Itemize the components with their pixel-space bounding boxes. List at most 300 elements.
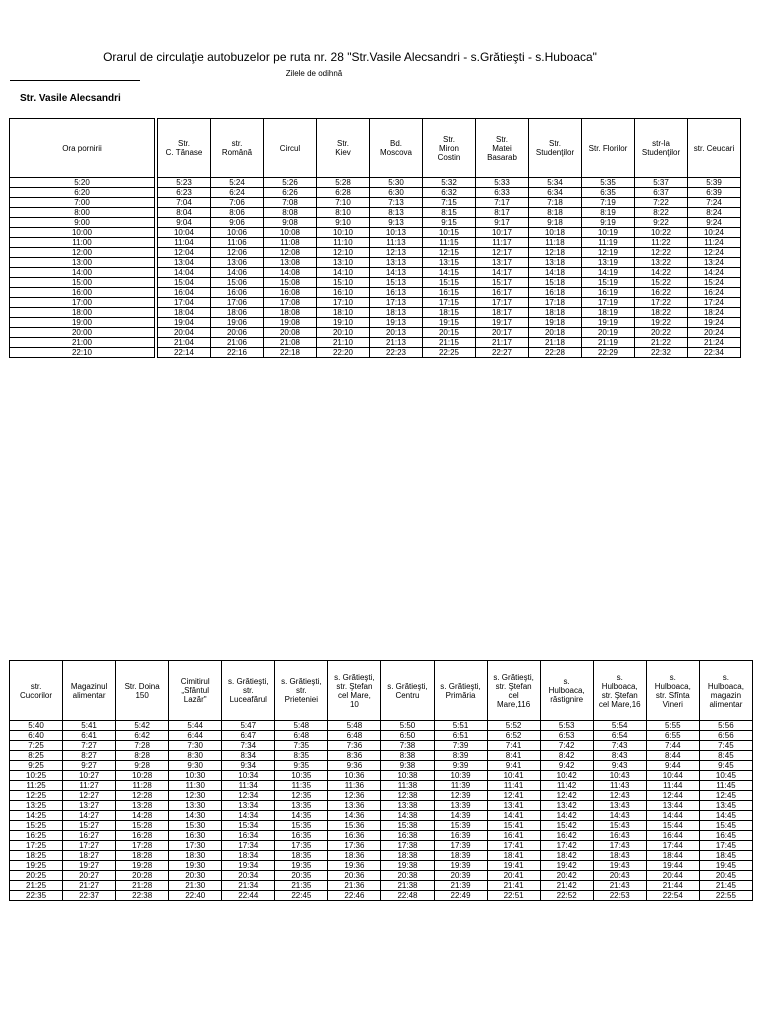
time-cell: 8:42 [540, 751, 593, 761]
table-row [10, 318, 155, 328]
origin-time-cell: 9:00 [10, 218, 155, 228]
stop-header: s. Hulboaca, str. Sfînta Vineri [646, 661, 699, 721]
time-cell: 9:13 [370, 218, 423, 228]
time-cell: 6:48 [328, 731, 381, 741]
time-cell: 6:35 [582, 188, 635, 198]
time-cell: 7:30 [169, 741, 222, 751]
time-cell: 22:32 [635, 348, 688, 358]
time-cell: 8:17 [476, 208, 529, 218]
time-cell: 8:35 [275, 751, 328, 761]
time-cell: 14:30 [169, 811, 222, 821]
time-cell: 5:24 [211, 178, 264, 188]
time-cell: 11:44 [646, 781, 699, 791]
table-row [10, 278, 155, 288]
time-cell: 11:22 [635, 238, 688, 248]
time-cell: 10:22 [635, 228, 688, 238]
time-cell: 18:42 [540, 851, 593, 861]
stop-header: s. Grătieşti, str. Ştefan cel Mare, 10 [328, 661, 381, 721]
time-cell: 10:28 [116, 771, 169, 781]
time-cell: 15:15 [423, 278, 476, 288]
time-cell: 15:35 [275, 821, 328, 831]
time-cell: 22:23 [370, 348, 423, 358]
time-cell: 8:24 [688, 208, 741, 218]
stop-header: Circul [264, 119, 317, 178]
time-cell: 21:39 [434, 881, 487, 891]
time-cell: 15:17 [476, 278, 529, 288]
time-cell: 7:39 [434, 741, 487, 751]
time-cell: 22:44 [222, 891, 275, 901]
time-cell: 13:24 [688, 258, 741, 268]
origin-time-cell: 12:00 [10, 248, 155, 258]
time-cell: 20:13 [370, 328, 423, 338]
time-cell: 13:19 [582, 258, 635, 268]
time-cell: 20:25 [10, 871, 63, 881]
time-cell: 19:06 [211, 318, 264, 328]
time-cell: 9:41 [487, 761, 540, 771]
table-row [158, 318, 741, 328]
table-row [10, 851, 753, 861]
time-cell: 16:06 [211, 288, 264, 298]
time-cell: 17:44 [646, 841, 699, 851]
time-cell: 19:28 [116, 861, 169, 871]
time-cell: 5:37 [635, 178, 688, 188]
time-cell: 14:25 [10, 811, 63, 821]
time-cell: 10:19 [582, 228, 635, 238]
stop-header: Bd. Moscova [370, 119, 423, 178]
time-cell: 7:19 [582, 198, 635, 208]
time-cell: 6:41 [63, 731, 116, 741]
time-cell: 16:41 [487, 831, 540, 841]
origin-time-cell: 7:00 [10, 198, 155, 208]
time-cell: 20:19 [582, 328, 635, 338]
time-cell: 20:43 [593, 871, 646, 881]
time-cell: 10:15 [423, 228, 476, 238]
time-cell: 13:30 [169, 801, 222, 811]
time-cell: 7:17 [476, 198, 529, 208]
table-row [10, 188, 155, 198]
time-cell: 7:27 [63, 741, 116, 751]
time-cell: 16:27 [63, 831, 116, 841]
time-cell: 8:22 [635, 208, 688, 218]
time-cell: 13:38 [381, 801, 434, 811]
table-row [10, 791, 753, 801]
time-cell: 16:35 [275, 831, 328, 841]
time-cell: 8:18 [529, 208, 582, 218]
origin-header: Ora pornirii [10, 119, 155, 178]
stop-header: s. Hulboaca, răstignire [540, 661, 593, 721]
time-cell: 5:48 [275, 721, 328, 731]
table-row [158, 218, 741, 228]
time-cell: 7:22 [635, 198, 688, 208]
time-cell: 13:44 [646, 801, 699, 811]
time-cell: 17:15 [423, 298, 476, 308]
time-cell: 18:27 [63, 851, 116, 861]
time-cell: 9:18 [529, 218, 582, 228]
table-row [158, 228, 741, 238]
time-cell: 15:27 [63, 821, 116, 831]
time-cell: 16:17 [476, 288, 529, 298]
table-row [10, 831, 753, 841]
origin-time-cell: 13:00 [10, 258, 155, 268]
origin-time-cell: 11:00 [10, 238, 155, 248]
time-cell: 12:13 [370, 248, 423, 258]
time-cell: 18:08 [264, 308, 317, 318]
time-cell: 8:15 [423, 208, 476, 218]
time-cell: 15:25 [10, 821, 63, 831]
time-cell: 14:36 [328, 811, 381, 821]
stop-header: s. Grătieşti, str. Ştefan cel Mare,116 [487, 661, 540, 721]
time-cell: 21:08 [264, 338, 317, 348]
time-cell: 8:44 [646, 751, 699, 761]
time-cell: 14:28 [116, 811, 169, 821]
time-cell: 8:36 [328, 751, 381, 761]
time-cell: 17:17 [476, 298, 529, 308]
table-row [158, 298, 741, 308]
time-cell: 22:37 [63, 891, 116, 901]
time-cell: 10:18 [529, 228, 582, 238]
time-cell: 18:36 [328, 851, 381, 861]
time-cell: 15:44 [646, 821, 699, 831]
time-cell: 20:06 [211, 328, 264, 338]
time-cell: 12:24 [688, 248, 741, 258]
time-cell: 21:27 [63, 881, 116, 891]
time-cell: 5:26 [264, 178, 317, 188]
table-row [10, 741, 753, 751]
origin-time-cell: 18:00 [10, 308, 155, 318]
time-cell: 22:49 [434, 891, 487, 901]
table-row [10, 881, 753, 891]
time-cell: 19:13 [370, 318, 423, 328]
time-cell: 16:43 [593, 831, 646, 841]
time-cell: 12:18 [529, 248, 582, 258]
origin-time-cell: 14:00 [10, 268, 155, 278]
time-cell: 22:55 [699, 891, 752, 901]
table-row [10, 771, 753, 781]
stop-header: s. Grătieşti, Primăria [434, 661, 487, 721]
time-cell: 9:30 [169, 761, 222, 771]
time-cell: 15:38 [381, 821, 434, 831]
time-cell: 18:43 [593, 851, 646, 861]
time-cell: 6:53 [540, 731, 593, 741]
time-cell: 17:30 [169, 841, 222, 851]
time-cell: 16:19 [582, 288, 635, 298]
table-row [10, 811, 753, 821]
document-title: Orarul de circulaţie autobuzelor pe ruta nr. 28 "Str.Vasile Alecsandri - s.Grătieşti - s.Huboaca" [103, 50, 597, 64]
time-cell: 5:44 [169, 721, 222, 731]
time-cell: 8:28 [116, 751, 169, 761]
schedule-table-part-2 [9, 660, 753, 901]
time-cell: 21:13 [370, 338, 423, 348]
time-cell: 8:04 [158, 208, 211, 218]
time-cell: 19:44 [646, 861, 699, 871]
time-cell: 14:19 [582, 268, 635, 278]
time-cell: 11:25 [10, 781, 63, 791]
time-cell: 20:08 [264, 328, 317, 338]
document-subtitle: Zilele de odihnă [285, 69, 343, 78]
time-cell: 13:04 [158, 258, 211, 268]
time-cell: 16:25 [10, 831, 63, 841]
time-cell: 9:44 [646, 761, 699, 771]
origin-time-cell: 20:00 [10, 328, 155, 338]
table-row [158, 288, 741, 298]
time-cell: 20:36 [328, 871, 381, 881]
table-row [158, 268, 741, 278]
time-cell: 12:19 [582, 248, 635, 258]
stop-header: str. Cucorilor [10, 661, 63, 721]
time-cell: 11:43 [593, 781, 646, 791]
time-cell: 12:25 [10, 791, 63, 801]
time-cell: 17:35 [275, 841, 328, 851]
table-row [158, 178, 741, 188]
time-cell: 11:08 [264, 238, 317, 248]
time-cell: 14:22 [635, 268, 688, 278]
time-cell: 19:15 [423, 318, 476, 328]
time-cell: 18:24 [688, 308, 741, 318]
time-cell: 21:25 [10, 881, 63, 891]
time-cell: 22:27 [476, 348, 529, 358]
time-cell: 18:30 [169, 851, 222, 861]
time-cell: 9:42 [540, 761, 593, 771]
time-cell: 11:28 [116, 781, 169, 791]
time-cell: 22:34 [688, 348, 741, 358]
time-cell: 8:45 [699, 751, 752, 761]
table-row [158, 278, 741, 288]
time-cell: 6:24 [211, 188, 264, 198]
time-cell: 11:41 [487, 781, 540, 791]
time-cell: 12:10 [317, 248, 370, 258]
time-cell: 16:24 [688, 288, 741, 298]
time-cell: 19:08 [264, 318, 317, 328]
time-cell: 13:13 [370, 258, 423, 268]
table-row [158, 338, 741, 348]
time-cell: 20:18 [529, 328, 582, 338]
time-cell: 18:10 [317, 308, 370, 318]
time-cell: 22:20 [317, 348, 370, 358]
time-cell: 20:10 [317, 328, 370, 338]
time-cell: 5:47 [222, 721, 275, 731]
time-cell: 15:18 [529, 278, 582, 288]
time-cell: 11:18 [529, 238, 582, 248]
time-cell: 5:53 [540, 721, 593, 731]
table-row [158, 188, 741, 198]
time-cell: 8:27 [63, 751, 116, 761]
time-cell: 15:43 [593, 821, 646, 831]
time-cell: 22:40 [169, 891, 222, 901]
time-cell: 6:55 [646, 731, 699, 741]
time-cell: 5:40 [10, 721, 63, 731]
time-cell: 10:25 [10, 771, 63, 781]
time-cell: 13:06 [211, 258, 264, 268]
time-cell: 8:38 [381, 751, 434, 761]
time-cell: 12:28 [116, 791, 169, 801]
time-cell: 15:30 [169, 821, 222, 831]
time-cell: 6:48 [275, 731, 328, 741]
table-row [158, 308, 741, 318]
stop-header: str-la Studenţilor [635, 119, 688, 178]
time-cell: 21:19 [582, 338, 635, 348]
time-cell: 21:22 [635, 338, 688, 348]
time-cell: 19:38 [381, 861, 434, 871]
time-cell: 16:22 [635, 288, 688, 298]
stop-header: Str. Studenţilor [529, 119, 582, 178]
time-cell: 16:39 [434, 831, 487, 841]
time-cell: 16:30 [169, 831, 222, 841]
time-cell: 7:15 [423, 198, 476, 208]
time-cell: 9:38 [381, 761, 434, 771]
time-cell: 13:17 [476, 258, 529, 268]
time-cell: 12:39 [434, 791, 487, 801]
time-cell: 9:43 [593, 761, 646, 771]
time-cell: 18:22 [635, 308, 688, 318]
time-cell: 7:34 [222, 741, 275, 751]
time-cell: 13:22 [635, 258, 688, 268]
time-cell: 19:42 [540, 861, 593, 871]
time-cell: 13:28 [116, 801, 169, 811]
time-cell: 14:27 [63, 811, 116, 821]
time-cell: 8:06 [211, 208, 264, 218]
time-cell: 15:41 [487, 821, 540, 831]
stop-header: str. Ceucari [688, 119, 741, 178]
time-cell: 21:10 [317, 338, 370, 348]
time-cell: 12:17 [476, 248, 529, 258]
time-cell: 11:42 [540, 781, 593, 791]
time-cell: 5:39 [688, 178, 741, 188]
time-cell: 8:43 [593, 751, 646, 761]
time-cell: 6:42 [116, 731, 169, 741]
time-cell: 19:39 [434, 861, 487, 871]
time-cell: 22:46 [328, 891, 381, 901]
time-cell: 17:18 [529, 298, 582, 308]
time-cell: 8:25 [10, 751, 63, 761]
time-cell: 10:39 [434, 771, 487, 781]
time-cell: 7:04 [158, 198, 211, 208]
time-cell: 15:19 [582, 278, 635, 288]
time-cell: 9:27 [63, 761, 116, 771]
time-cell: 10:44 [646, 771, 699, 781]
table-row [158, 258, 741, 268]
time-cell: 12:30 [169, 791, 222, 801]
time-cell: 14:44 [646, 811, 699, 821]
time-cell: 6:56 [699, 731, 752, 741]
time-cell: 17:38 [381, 841, 434, 851]
time-cell: 15:08 [264, 278, 317, 288]
time-cell: 19:27 [63, 861, 116, 871]
time-cell: 8:08 [264, 208, 317, 218]
time-cell: 12:08 [264, 248, 317, 258]
time-cell: 19:25 [10, 861, 63, 871]
time-cell: 9:28 [116, 761, 169, 771]
time-cell: 17:24 [688, 298, 741, 308]
time-cell: 6:39 [688, 188, 741, 198]
time-cell: 16:13 [370, 288, 423, 298]
time-cell: 11:24 [688, 238, 741, 248]
time-cell: 20:22 [635, 328, 688, 338]
time-cell: 13:36 [328, 801, 381, 811]
table-row [10, 258, 155, 268]
time-cell: 6:30 [370, 188, 423, 198]
time-cell: 12:41 [487, 791, 540, 801]
time-cell: 18:45 [699, 851, 752, 861]
stop-header: Str. Florilor [582, 119, 635, 178]
time-cell: 17:27 [63, 841, 116, 851]
time-cell: 6:32 [423, 188, 476, 198]
table-row [10, 821, 753, 831]
origin-time-cell: 8:00 [10, 208, 155, 218]
time-cell: 11:45 [699, 781, 752, 791]
time-cell: 9:06 [211, 218, 264, 228]
time-cell: 13:43 [593, 801, 646, 811]
time-cell: 16:44 [646, 831, 699, 841]
time-cell: 6:44 [169, 731, 222, 741]
stop-header: s. Grătieşti, str. Prieteniei [275, 661, 328, 721]
time-cell: 14:41 [487, 811, 540, 821]
time-cell: 18:19 [582, 308, 635, 318]
time-cell: 21:45 [699, 881, 752, 891]
time-cell: 17:42 [540, 841, 593, 851]
time-cell: 21:34 [222, 881, 275, 891]
time-cell: 5:33 [476, 178, 529, 188]
table-row [10, 268, 155, 278]
time-cell: 19:30 [169, 861, 222, 871]
time-cell: 11:10 [317, 238, 370, 248]
table-row [10, 308, 155, 318]
time-cell: 14:34 [222, 811, 275, 821]
time-cell: 9:24 [688, 218, 741, 228]
stop-header: Cimitirul „Sfântul Lazăr" [169, 661, 222, 721]
time-cell: 14:24 [688, 268, 741, 278]
time-cell: 19:45 [699, 861, 752, 871]
time-cell: 21:15 [423, 338, 476, 348]
time-cell: 10:13 [370, 228, 423, 238]
time-cell: 8:10 [317, 208, 370, 218]
stop-header: Str. Doina 150 [116, 661, 169, 721]
time-cell: 21:35 [275, 881, 328, 891]
time-cell: 7:25 [10, 741, 63, 751]
time-cell: 6:37 [635, 188, 688, 198]
time-cell: 12:42 [540, 791, 593, 801]
time-cell: 13:18 [529, 258, 582, 268]
time-cell: 16:45 [699, 831, 752, 841]
time-cell: 17:19 [582, 298, 635, 308]
time-cell: 20:28 [116, 871, 169, 881]
time-cell: 18:28 [116, 851, 169, 861]
time-cell: 21:38 [381, 881, 434, 891]
time-cell: 12:38 [381, 791, 434, 801]
table-row [10, 198, 155, 208]
time-cell: 17:08 [264, 298, 317, 308]
time-cell: 15:39 [434, 821, 487, 831]
time-cell: 12:45 [699, 791, 752, 801]
time-cell: 21:43 [593, 881, 646, 891]
time-cell: 17:06 [211, 298, 264, 308]
time-cell: 22:53 [593, 891, 646, 901]
table-row [10, 721, 753, 731]
time-cell: 18:38 [381, 851, 434, 861]
time-cell: 13:10 [317, 258, 370, 268]
time-cell: 19:34 [222, 861, 275, 871]
time-cell: 18:25 [10, 851, 63, 861]
time-cell: 15:22 [635, 278, 688, 288]
time-cell: 19:24 [688, 318, 741, 328]
time-cell: 19:18 [529, 318, 582, 328]
time-cell: 16:04 [158, 288, 211, 298]
time-cell: 22:29 [582, 348, 635, 358]
time-cell: 20:15 [423, 328, 476, 338]
time-cell: 20:34 [222, 871, 275, 881]
time-cell: 7:08 [264, 198, 317, 208]
time-cell: 6:50 [381, 731, 434, 741]
time-cell: 19:36 [328, 861, 381, 871]
